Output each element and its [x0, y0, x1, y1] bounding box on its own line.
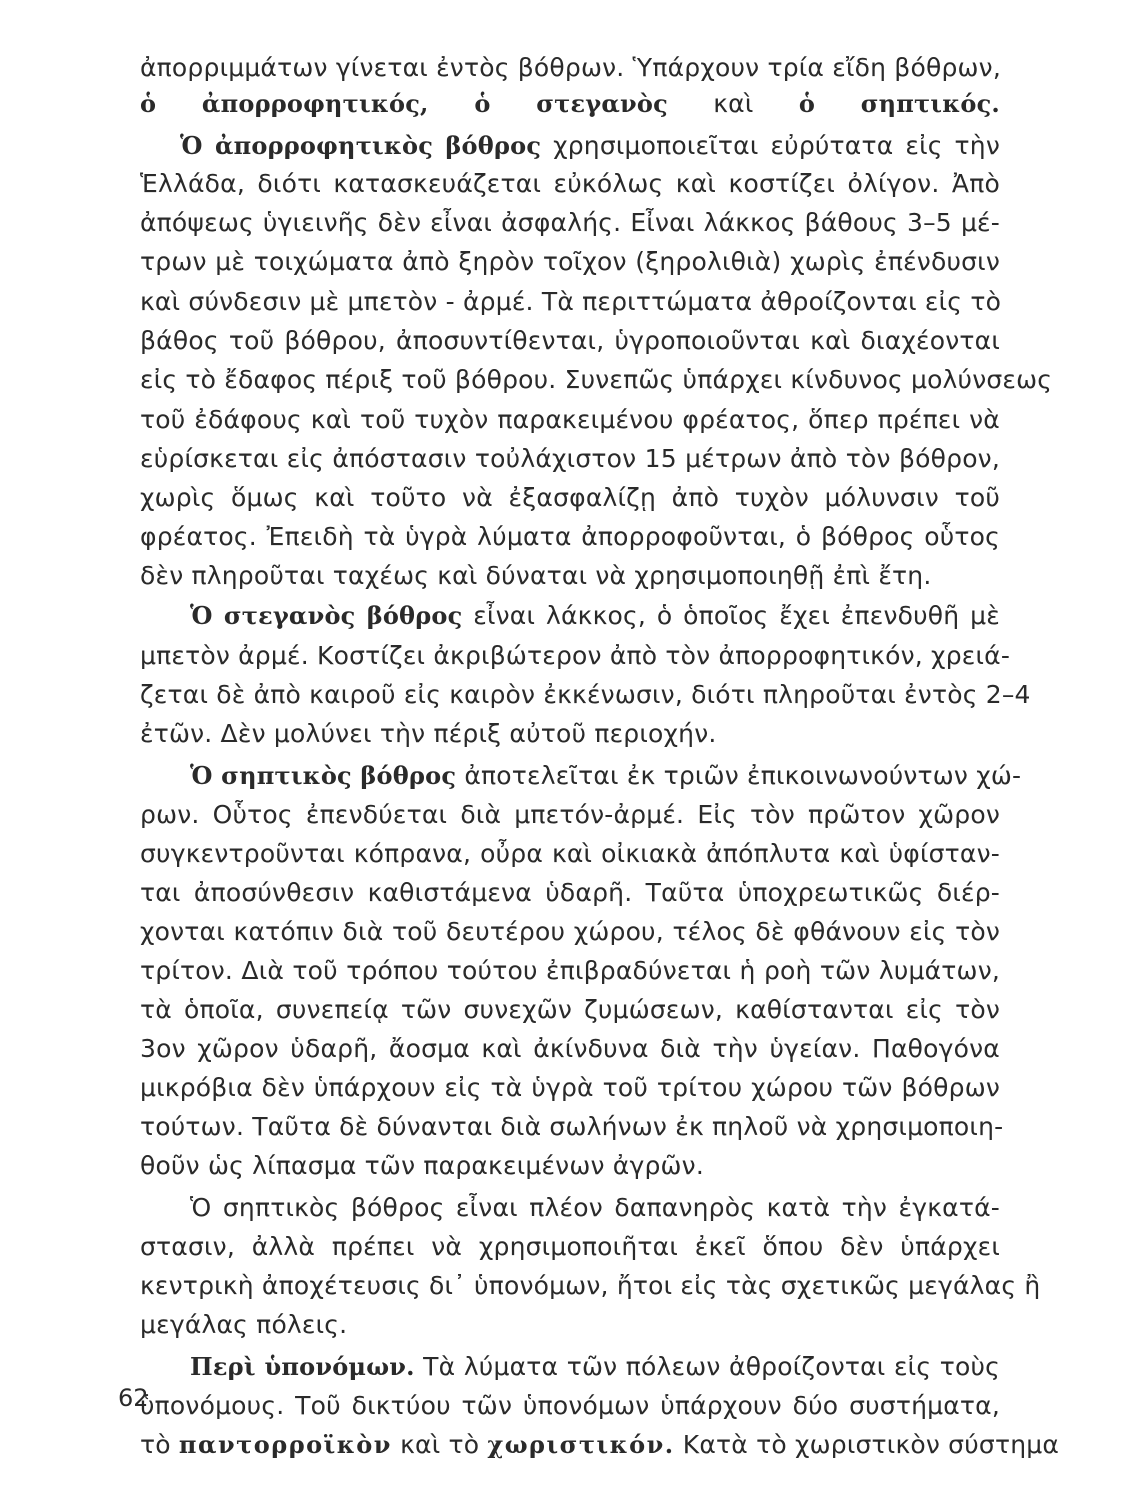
text-line: θοῦν ὡς λίπασμα τῶν παρακειμένων ἀγρῶν.	[140, 1151, 704, 1180]
heading-paragraph-line: Ὁ στεγανὸς βόθρος εἶναι λάκκος, ὁ ὁποῖος ἔχει ἐπενδυθῆ μὲ	[190, 601, 1000, 630]
text-line: συγκεντροῦνται κόπρανα, οὖρα καὶ οἰκιακὰ ἀπόπλυτα καὶ ὑφίσταν-	[140, 839, 1000, 868]
text-line: ὁ ἀπορροφητικός, ὁ στεγανὸς καὶ ὁ σηπτικός.	[140, 89, 1000, 118]
text-line: 3ον χῶρον ὑδαρῆ, ἄοσμα καὶ ἀκίνδυνα διὰ τὴν ὑγείαν. Παθογόνα	[140, 1034, 1000, 1063]
text-line: μεγάλας πόλεις.	[140, 1310, 348, 1339]
text-line: μικρόβια δὲν ὑπάρχουν εἰς τὰ ὑγρὰ τοῦ τρίτου χώρου τῶν βόθρων	[140, 1073, 1000, 1102]
text-line: τρων μὲ τοιχώματα ἀπὸ ξηρὸν τοῖχον (ξηρολιθιὰ) χωρὶς ἐπένδυσιν	[140, 247, 1000, 276]
text-line: κεντρικὴ ἀποχέτευσις δι᾽ ὑπονόμων, ἤτοι εἰς τὰς σχετικῶς μεγάλας ἢ	[140, 1271, 1041, 1300]
text-line: εἰς τὸ ἔδαφος πέριξ τοῦ βόθρου. Συνεπῶς ὑπάρχει κίνδυνος μολύνσεως	[140, 365, 1053, 394]
text-line: χονται κατόπιν διὰ τοῦ δευτέρου χώρου, τέλος δὲ φθάνουν εἰς τὸν	[140, 917, 1000, 946]
text-line: τοῦ ἐδάφους καὶ τοῦ τυχὸν παρακειμένου φρέατος, ὅπερ πρέπει νὰ	[140, 405, 1000, 434]
text-line: στασιν, ἀλλὰ πρέπει νὰ χρησιμοποιῆται ἐκεῖ ὅπου δὲν ὑπάρχει	[140, 1232, 1000, 1261]
text-line: ζεται δὲ ἀπὸ καιροῦ εἰς καιρὸν ἐκκένωσιν, διότι πληροῦται ἐντὸς 2–4	[140, 680, 1031, 709]
text-line: καὶ σύνδεσιν μὲ μπετὸν - ἀρμέ. Τὰ περιττώματα ἀθροίζονται εἰς τὸ	[140, 287, 1002, 316]
text-line: τὸ παντορροϊκὸν καὶ τὸ χωριστικόν. Κατὰ τὸ χωριστικὸν σύστημα	[140, 1430, 1060, 1459]
page-number: 62	[118, 1384, 149, 1412]
text-line: Ἑλλάδα, διότι κατασκευάζεται εὐκόλως καὶ κοστίζει ὀλίγον. Ἀπὸ	[140, 169, 1000, 198]
text-line: Ὁ σηπτικὸς βόθρος εἶναι πλέον δαπανηρὸς κατὰ τὴν ἐγκατά-	[190, 1193, 1000, 1222]
text-line: τούτων. Ταῦτα δὲ δύνανται διὰ σωλήνων ἐκ πηλοῦ νὰ χρησιμοποιη-	[140, 1112, 1004, 1141]
heading-paragraph-line: Ὁ σηπτικὸς βόθρος ἀποτελεῖται ἐκ τριῶν ἐπικοινωνούντων χώ-	[190, 761, 1022, 790]
text-line: τὰ ὁποῖα, συνεπείᾳ τῶν συνεχῶν ζυμώσεων, καθίστανται εἰς τὸν	[140, 995, 1000, 1024]
text-line: ἀπόψεως ὑγιεινῆς δὲν εἶναι ἀσφαλής. Εἶναι λάκκος βάθους 3–5 μέ-	[140, 208, 1000, 237]
text-line: δὲν πληροῦται ταχέως καὶ δύναται νὰ χρησιμοποιηθῇ ἐπὶ ἔτη.	[140, 561, 932, 590]
text-line: ἀπορριμμάτων γίνεται ἐντὸς βόθρων. Ὑπάρχουν τρία εἴδη βόθρων,	[140, 53, 1001, 82]
text-line: μπετὸν ἀρμέ. Κοστίζει ἀκριβώτερον ἀπὸ τὸν ἀπορροφητικόν, χρειά-	[140, 641, 1011, 670]
text-line: φρέατος. Ἐπειδὴ τὰ ὑγρὰ λύματα ἀπορροφοῦνται, ὁ βόθρος οὗτος	[140, 522, 1000, 551]
text-line: τρίτον. Διὰ τοῦ τρόπου τούτου ἐπιβραδύνεται ἡ ροὴ τῶν λυμάτων,	[140, 956, 1000, 985]
text-line: ρων. Οὗτος ἐπενδύεται διὰ μπετόν-ἀρμέ. Εἰς τὸν πρῶτον χῶρον	[140, 800, 1000, 829]
text-line: χωρὶς ὅμως καὶ τοῦτο νὰ ἐξασφαλίζῃ ἀπὸ τυχὸν μόλυνσιν τοῦ	[140, 483, 1000, 512]
text-line: ται ἀποσύνθεσιν καθιστάμενα ὑδαρῆ. Ταῦτα ὑποχρεωτικῶς διέρ-	[140, 878, 1000, 907]
text-line: εὑρίσκεται εἰς ἀπόστασιν τοὐλάχιστον 15 μέτρων ἀπὸ τὸν βόθρον,	[140, 444, 1000, 473]
text-line: ὑπονόμους. Τοῦ δικτύου τῶν ὑπονόμων ὑπάρχουν δύο συστήματα,	[140, 1391, 1000, 1420]
text-line: ἐτῶν. Δὲν μολύνει τὴν πέριξ αὐτοῦ περιοχήν.	[140, 719, 717, 748]
heading-paragraph-line: Περὶ ὑπονόμων. Τὰ λύματα τῶν πόλεων ἀθροίζονται εἰς τοὺς	[190, 1352, 1000, 1381]
text-line: βάθος τοῦ βόθρου, ἀποσυντίθενται, ὑγροποιοῦνται καὶ διαχέονται	[140, 326, 1000, 355]
heading-paragraph-line: Ὁ ἀπορροφητικὸς βόθρος χρησιμοποιεῖται εὐρύτατα εἰς τὴν	[180, 131, 1000, 160]
